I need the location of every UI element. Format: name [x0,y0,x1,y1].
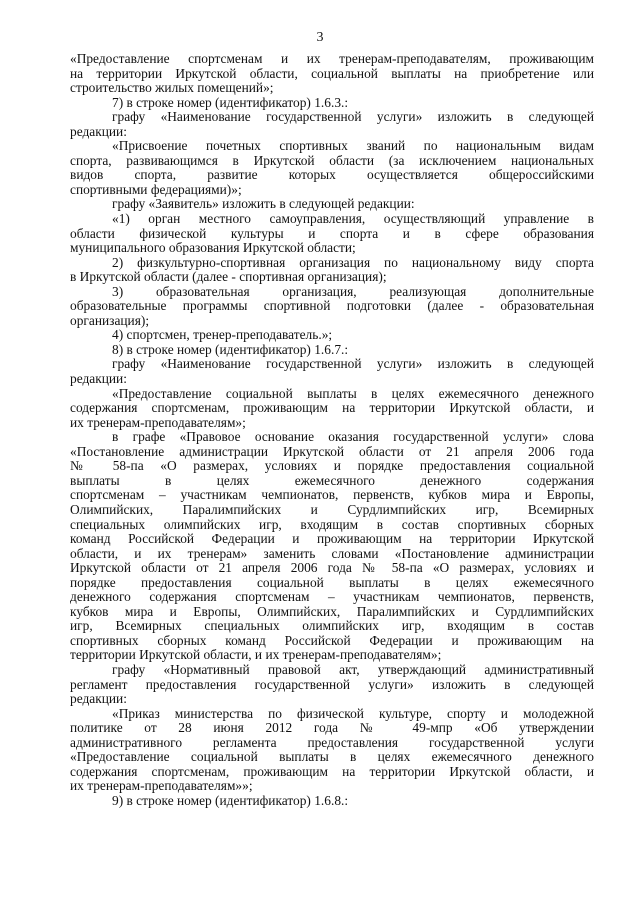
text-line: графу «Заявитель» изложить в следующей редакции: [112,197,415,212]
text-line: строительство жилых помещений»; [70,81,274,96]
text-line: «Предоставление социальной выплаты в целях ежемесячного денежного [70,750,594,765]
text-line: в графе «Правовое основание оказания государственной услуги» слова [112,430,594,445]
text-line: кубков мира и Европы, Олимпийских, Паралимпийских и Сурдлимпийских [70,604,594,619]
text-line: № 58-па «О размерах, условиях и порядке предоставления социальной [70,459,594,474]
text-line: «1) орган местного самоуправления, осуществляющий управление в [112,212,594,227]
text-line: графу «Наименование государственной услуги» изложить в следующей [112,357,594,372]
text-line: «Постановление администрации Иркутской области от 21 апреля 2006 года [70,444,594,459]
text-line: графу «Наименование государственной услуги» изложить в следующей [112,110,594,125]
text-line: 2) физкультурно-спортивная организация по национальному виду спорта [112,255,594,270]
document-body [70,52,594,808]
text-line: области, и их тренерам» заменить словами «Постановление администрации [70,546,594,561]
text-line: организация); [70,313,150,328]
text-line: их тренерам-преподавателям»; [70,415,246,430]
text-line: спортивными федерациями)»; [70,182,242,197]
text-line: в Иркутской области (далее - спортивная организация); [70,270,387,285]
text-line: «Приказ министерства по физической культуре, спорту и молодежной [112,706,594,721]
text-line: порядке предоставления социальной выплаты в целях ежемесячного [70,575,594,590]
text-line: Олимпийских, Паралимпийских и Сурдлимпийских игр, Всемирных [70,502,594,517]
text-line: игр, Всемирных специальных олимпийских игр, входящим в состав [70,619,594,634]
text-line: графу «Нормативный правовой акт, утверждающий административный [112,662,594,677]
text-line: 9) в строке номер (идентификатор) 1.6.8.: [112,793,349,808]
text-line: регламент предоставления государственной услуги» изложить в следующей [70,677,594,692]
text-line: спортсменам – участникам чемпионатов, первенств, кубков мира и Европы, [70,488,594,503]
text-line: редакции: [70,692,127,707]
text-line: «Присвоение почетных спортивных званий по национальным видам [112,139,594,154]
text-line: на территории Иркутской области, социальной выплаты на приобретение или [70,66,594,81]
text-line: области физической культуры и спорта и в сфере образования [70,226,594,241]
text-line: спорта, развивающимся в Иркутской области (за исключением национальных [70,153,594,168]
text-line: Иркутской области от 21 апреля 2006 года № 58-па «О размерах, условиях и [70,561,594,576]
text-line: образовательные программы спортивной подготовки (далее - образовательная [70,299,594,314]
text-line: административного регламента предоставления государственной услуги [70,735,594,750]
text-line: муниципального образования Иркутской области; [70,241,356,256]
text-line: территории Иркутской области, и их тренерам-преподавателям»; [70,648,442,663]
page-number: 3 [316,30,324,45]
text-line: 8) в строке номер (идентификатор) 1.6.7.: [112,342,349,357]
text-line: специальных олимпийских игр, входящим в состав спортивных сборных [70,517,594,532]
text-line: их тренерам-преподавателям»»; [70,779,253,794]
text-line: видов спорта, развитие которых осуществляется общероссийскими [70,168,594,183]
text-line: содержания спортсменам, проживающим на территории Иркутской области, и [70,401,594,416]
text-line: 4) спортсмен, тренер-преподаватель.»; [112,328,333,343]
text-line: содержания спортсменам, проживающим на территории Иркутской области, и [70,764,594,779]
text-line: «Предоставление спортсменам и их тренерам-преподавателям, проживающим [70,52,594,66]
text-line: «Предоставление социальной выплаты в целях ежемесячного денежного [112,386,594,401]
text-line: редакции: [70,372,127,387]
text-line: политике от 28 июня 2012 года № 49-мпр «Об утверждении [70,721,594,736]
text-line: команд Российской Федерации и проживающим на территории Иркутской [70,532,594,547]
text-line: редакции: [70,124,127,139]
text-line: выплаты в целях ежемесячного денежного содержания [70,473,594,488]
text-line: денежного содержания спортсменам – участникам чемпионатов, первенств, [70,590,594,605]
text-line: 3) образовательная организация, реализующая дополнительные [112,284,594,299]
text-line: 7) в строке номер (идентификатор) 1.6.3.: [112,95,349,110]
text-line: спортивных сборных команд Российской Федерации и проживающим на [70,633,594,648]
